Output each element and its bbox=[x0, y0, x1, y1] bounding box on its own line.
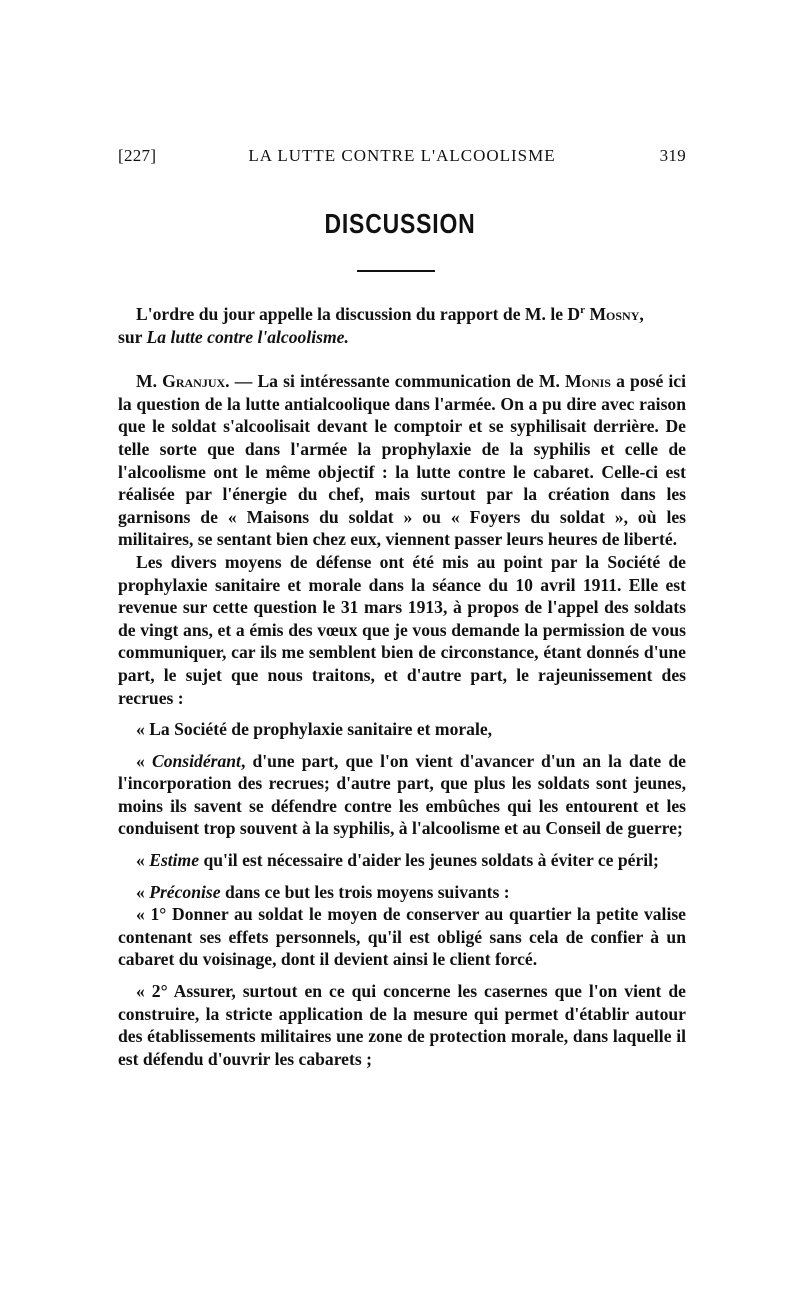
paragraph-moyens: Les divers moyens de défense ont été mis au point par la Société de prophylaxie sanitaire et morale dans la séance du 10 avril 1911. Elle est revenue sur cette question le 31 mars 1913, à propos de l'appel des soldats de vingt ans, et a émis des vœux que je vous demande la permission de vous communiquer, car ils me semblent bien de circonstance, étant donnés d'une part, le sujet que nous traitons, et d'autre part, le rajeunissement des recrues : bbox=[118, 551, 686, 708]
title-rule bbox=[357, 270, 435, 272]
quote-preconise: « Préconise dans ce but les trois moyens suivants : bbox=[136, 881, 510, 902]
quote-estime: « Estime qu'il est nécessaire d'aider les jeunes soldats à éviter ce péril; bbox=[136, 850, 659, 871]
page-ref-left: [227] bbox=[118, 146, 157, 165]
speaker-name: Granjux bbox=[162, 371, 226, 392]
running-title: LA LUTTE CONTRE L'ALCOOLISME bbox=[248, 146, 556, 165]
paragraph-intro: L'ordre du jour appelle la discussion du rapport de M. le $D^r$ Mosny, sur La lutte contre l'alcoolisme. bbox=[118, 304, 644, 347]
section-title: DISCUSSION bbox=[324, 208, 476, 239]
quote-considerant: « Considérant, d'une part, que l'on vient d'avancer d'un an la date de l'incorporation des recrues; d'autre part, que plus les soldats sont jeunes, moins ils savent se défendre contre les embûches qui les entourent et les conduisent trop souvent à la syphilis, à l'alcoolisme et au Conseil de guerre; bbox=[118, 750, 686, 839]
quote-item-1: « 1° Donner au soldat le moyen de conserver au quartier la petite valise contenant ses effets personnels, qu'il est obligé sans cela de confier à un cabaret du voisinage, dont il devient ainsi le client forcé. bbox=[118, 904, 686, 970]
running-head bbox=[118, 146, 686, 170]
paragraph-granjux: M. Granjux. — La si intéressante communication de M. Monis a posé ici la question de la lutte antialcoolique dans l'armée. On a pu dire avec raison que le soldat s'alcoolisait devant le comptoir et se syphilisait derrière. De telle sorte que dans l'armée la prophylaxie de la syphilis et celle de l'alcoolisme ont le même objectif : la lutte contre le cabaret. Celle-ci est réalisée par l'énergie du chef, mais surtout par la création dans les garnisons de « Maisons du soldat » ou « Foyers du soldat », où les militaires, se sentant bien chez eux, viennent passer leurs heures de liberté. bbox=[118, 371, 686, 550]
page-number: 319 bbox=[659, 146, 686, 165]
quote-item-2: « 2° Assurer, surtout en ce qui concerne les casernes que l'on vient de construire, la stricte application de la mesure qui permet d'établir autour des établissements militaires une zone de protection morale, dans laquelle il est défendu d'ouvrir les cabarets ; bbox=[118, 981, 686, 1069]
body-text bbox=[118, 303, 686, 1070]
quote-societe: « La Société de prophylaxie sanitaire et morale, bbox=[136, 719, 493, 740]
